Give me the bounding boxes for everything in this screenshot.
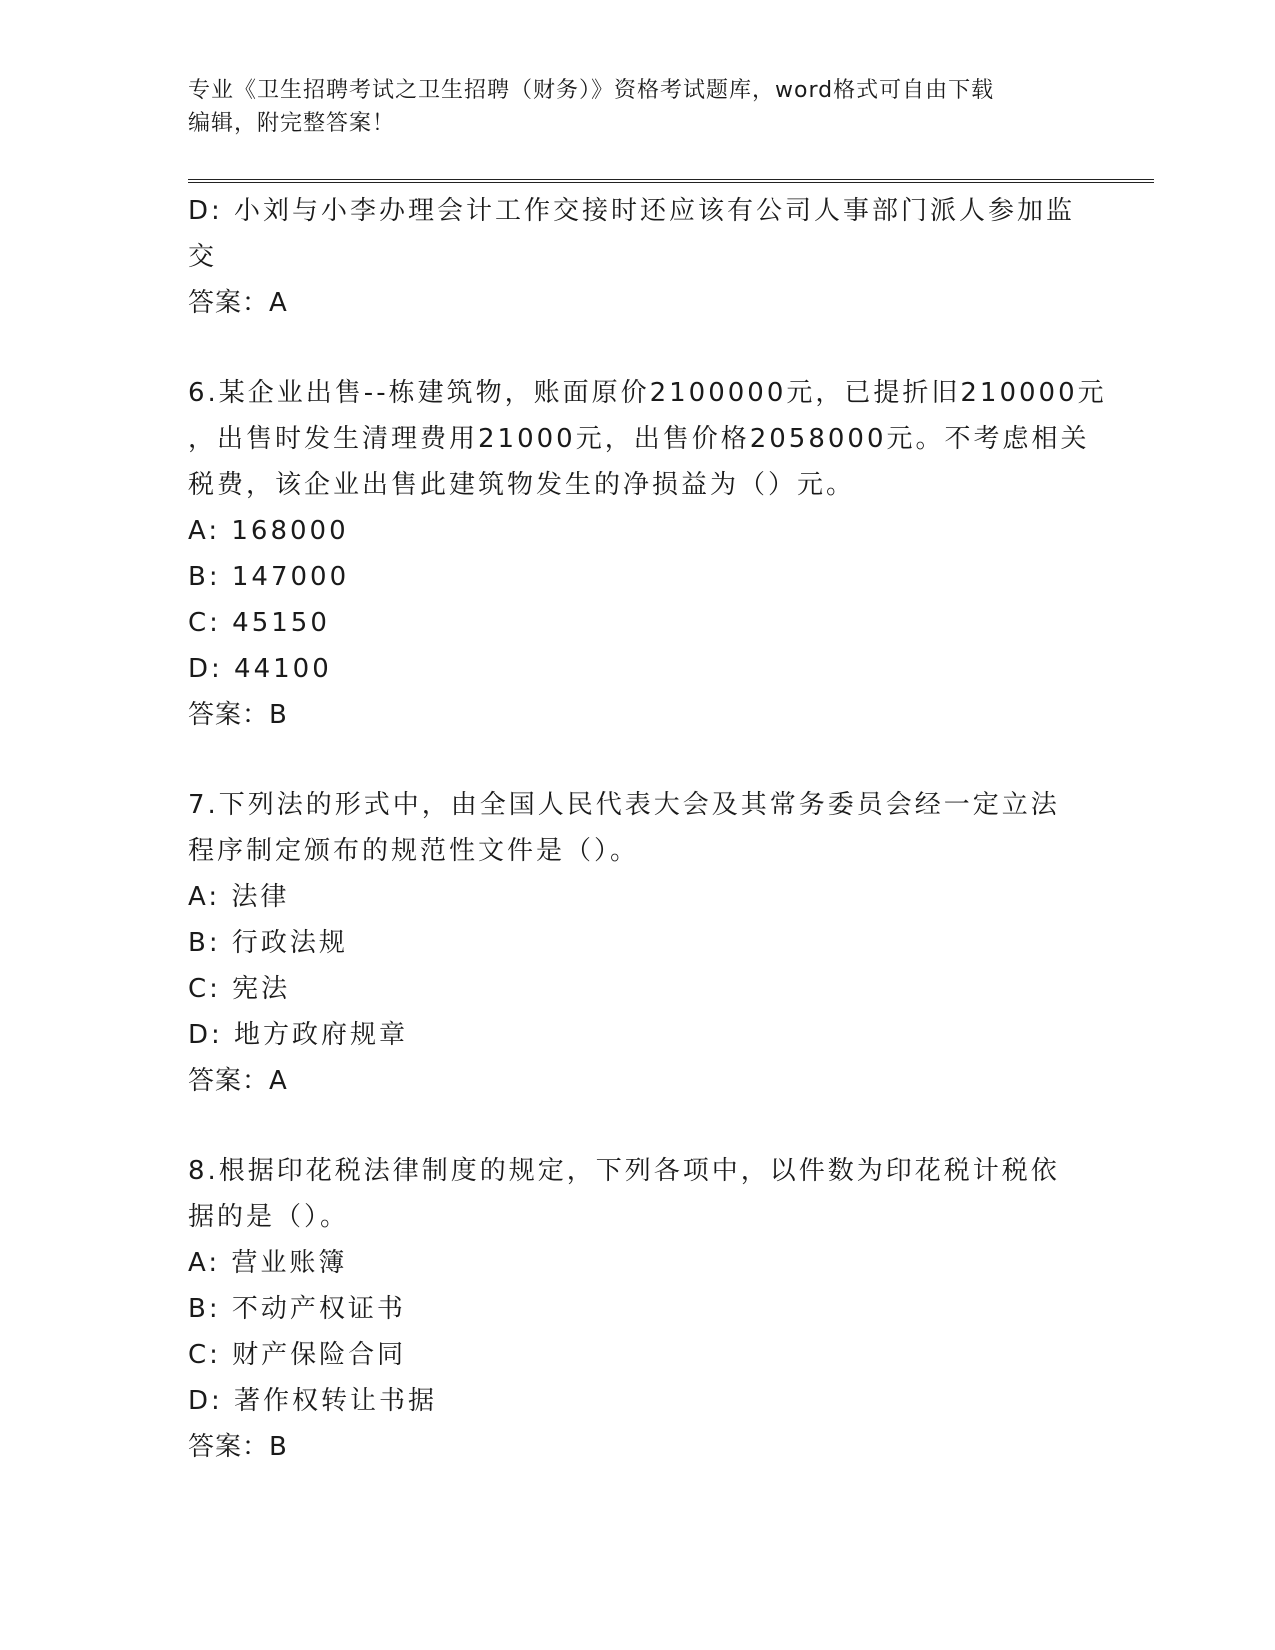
option-d: D: 小刘与小李办理会计工作交接时还应该有公司人事部门派人参加监 xyxy=(188,196,1076,226)
question-stem-line: 据的是（）。 xyxy=(188,1202,350,1232)
question-content xyxy=(188,188,1107,1470)
option-a: A: 168000 xyxy=(188,516,349,546)
header-line-2: 编辑，附完整答案！ xyxy=(188,111,396,136)
page-header xyxy=(188,74,1088,140)
question-stem-line: 程序制定颁布的规范性文件是（）。 xyxy=(188,836,640,866)
option-a: A: 法律 xyxy=(188,882,290,912)
question-stem-line: 6.某企业出售--栋建筑物，账面原价2100000元，已提折旧210000元 xyxy=(188,378,1107,408)
option-d: D: 著作权转让书据 xyxy=(188,1386,438,1416)
option-c: C: 宪法 xyxy=(188,974,291,1004)
question-stem-line: 7.下列法的形式中，由全国人民代表大会及其常务委员会经一定立法 xyxy=(188,790,1060,820)
option-c: C: 财产保险合同 xyxy=(188,1340,407,1370)
option-b: B: 不动产权证书 xyxy=(188,1294,406,1324)
answer-line: 答案：A xyxy=(188,1066,288,1096)
question-stem-line: 8.根据印花税法律制度的规定，下列各项中，以件数为印花税计税依 xyxy=(188,1156,1060,1186)
question-8 xyxy=(188,1148,1078,1470)
question-6 xyxy=(188,370,1107,738)
question-stem-line: ，出售时发生清理费用21000元，出售价格2058000元。不考虑相关 xyxy=(188,424,1090,454)
option-a: A: 营业账簿 xyxy=(188,1248,348,1278)
option-b: B: 147000 xyxy=(188,562,350,592)
option-d-continued: 交 xyxy=(188,242,218,272)
answer-line: 答案：B xyxy=(188,1432,288,1462)
option-b: B: 行政法规 xyxy=(188,928,348,958)
answer-line: 答案：A xyxy=(188,288,288,318)
previous-question-tail xyxy=(188,188,1078,326)
question-stem-line: 税费，该企业出售此建筑物发生的净损益为（）元。 xyxy=(188,470,856,500)
header-divider xyxy=(188,179,1154,183)
question-7 xyxy=(188,782,1078,1104)
option-d: D: 地方政府规章 xyxy=(188,1020,409,1050)
answer-line: 答案：B xyxy=(188,700,288,730)
option-c: C: 45150 xyxy=(188,608,330,638)
option-d: D: 44100 xyxy=(188,654,332,684)
header-line-1: 专业《卫生招聘考试之卫生招聘（财务）》资格考试题库，word格式可自由下载 xyxy=(188,78,995,103)
